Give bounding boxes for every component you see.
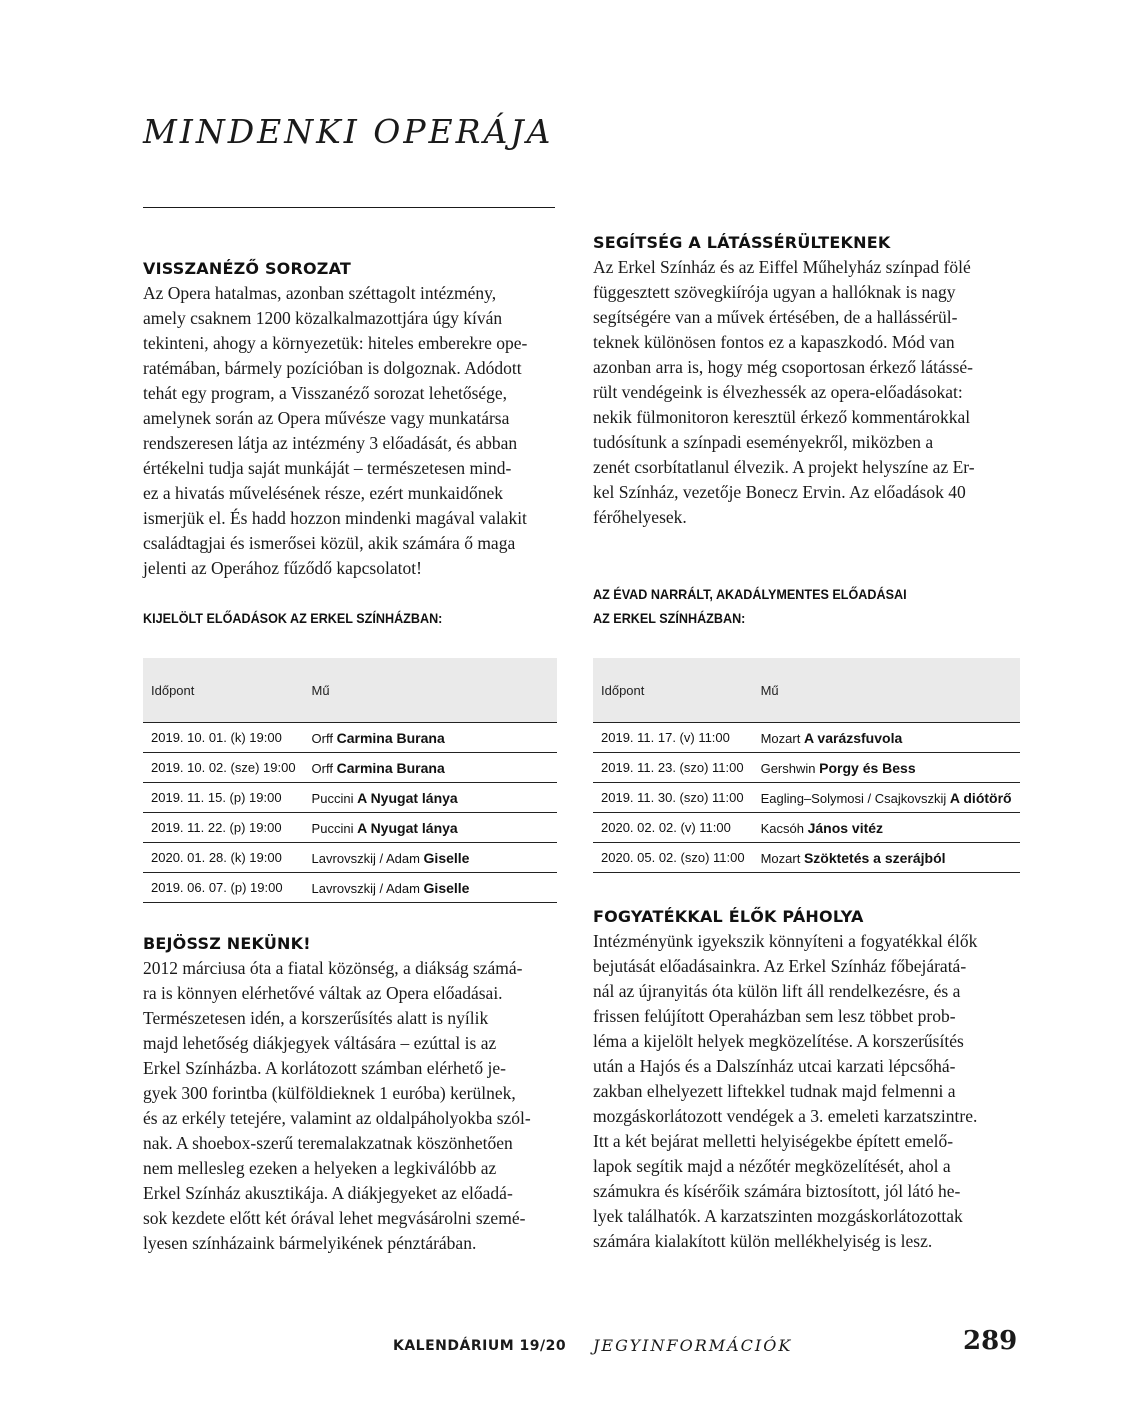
- cell-date: 2020. 05. 02. (szo) 11:00: [593, 843, 753, 873]
- cell-date: 2019. 10. 02. (sze) 19:00: [143, 753, 304, 783]
- text-line: számukra és kísérőik számára biztosított, jól látó he-: [593, 1181, 961, 1201]
- cell-date: 2019. 10. 01. (k) 19:00: [143, 723, 304, 753]
- cell-work: [304, 723, 557, 753]
- text-line: zenét csorbítatlanul élvezik. A projekt helyszíne az Er-: [593, 457, 975, 477]
- paragraph-fogyatekkal: [593, 929, 1007, 1254]
- left-column-bottom: [143, 932, 557, 1256]
- paragraph-latasserult: [593, 255, 1007, 530]
- work-title: Szöktetés a szerájból: [803, 849, 946, 866]
- text-line: családtagjai és ismerősei közül, akik számára ő maga: [143, 533, 516, 553]
- cell-date: 2019. 11. 17. (v) 11:00: [593, 723, 753, 753]
- text-line: és az erkély tetejére, valamint az oldalpáholyokba szól-: [143, 1108, 531, 1128]
- right-table-body: [593, 723, 1020, 873]
- heading-visszanezo: VISSZANÉZŐ SOROZAT: [143, 259, 352, 278]
- text-line: tekinteni, ahogy a környezetük: hiteles emberekre ope-: [143, 333, 528, 353]
- text-line: Az Opera hatalmas, azonban széttagolt intézmény,: [143, 283, 497, 303]
- heading-fogyatekkal: FOGYATÉKKAL ÉLŐK PÁHOLYA: [593, 907, 864, 926]
- left-table-wrapper: [143, 658, 557, 903]
- work-title: Giselle: [423, 879, 470, 896]
- cell-work: [304, 753, 557, 783]
- text-line: férőhelyesek.: [593, 507, 687, 527]
- text-line: frissen felújított Operaházban sem lesz többet prob-: [593, 1006, 956, 1026]
- composer-name: Lavrovszkij / Adam: [311, 880, 420, 896]
- cell-date: 2019. 11. 23. (szo) 11:00: [593, 753, 753, 783]
- text-line: amelynek során az Opera művésze vagy munkatársa: [143, 408, 510, 428]
- left-table-section: [143, 606, 557, 630]
- composer-name: Orff: [311, 730, 333, 746]
- right-table-title-line1: AZ ÉVAD NARRÁLT, AKADÁLYMENTES ELŐADÁSAI: [593, 586, 907, 602]
- composer-name: Kacsóh: [760, 820, 804, 836]
- work-title: János vitéz: [807, 819, 884, 836]
- text-line: számára kialakított külön mellékhelyiség is lesz.: [593, 1231, 933, 1251]
- text-line: 2012 márciusa óta a fiatal közönség, a diákság számá-: [143, 958, 523, 978]
- table-header-row: [593, 658, 1020, 723]
- text-line: sok kezdete előtt két órával lehet megvásárolni szemé-: [143, 1208, 526, 1228]
- left-column: [143, 257, 557, 581]
- title-divider: [143, 207, 555, 208]
- table-row: [143, 723, 557, 753]
- heading-latasserult: SEGÍTSÉG A LÁTÁSSÉRÜLTEKNEK: [593, 233, 891, 252]
- heading-bejossz: BEJÖSSZ NEKÜNK!: [143, 934, 311, 953]
- text-line: jelenti az Operához fűződő kapcsolatot!: [143, 558, 422, 578]
- header-date: Időpont: [143, 658, 304, 723]
- text-line: ratémában, bármely pozícióban is dolgoznak. Adódott: [143, 358, 522, 378]
- text-line: tudósítunk a színpadi eseményekről, miközben a: [593, 432, 934, 452]
- composer-name: Eagling–Solymosi / Csajkovszkij: [760, 790, 947, 806]
- text-line: lyesen színházaink bármelyikének pénztárában.: [143, 1233, 477, 1253]
- cell-date: 2019. 11. 22. (p) 19:00: [143, 813, 304, 843]
- right-table-wrapper: [593, 658, 1012, 873]
- composer-name: Lavrovszkij / Adam: [311, 850, 420, 866]
- text-line: Az Erkel Színház és az Eiffel Műhelyház színpad fölé: [593, 257, 971, 277]
- footer-section: JEGYINFORMÁCIÓK: [593, 1336, 793, 1355]
- text-line: ismerjük el. És hadd hozzon mindenki magával valakit: [143, 508, 527, 528]
- text-line: függesztett szövegkiírója ugyan a hallóknak is nagy: [593, 282, 956, 302]
- work-title: A Nyugat lánya: [357, 789, 458, 806]
- page-title: MINDENKI OPERÁJA: [143, 112, 554, 151]
- table-row: [593, 723, 1020, 753]
- cell-date: 2020. 01. 28. (k) 19:00: [143, 843, 304, 873]
- work-title: A Nyugat lánya: [357, 819, 458, 836]
- paragraph-bejossz: [143, 956, 557, 1256]
- header-work: Mű: [753, 658, 1020, 723]
- text-line: amely csaknem 1200 közalkalmazottjára úgy kíván: [143, 308, 503, 328]
- composer-name: Gershwin: [760, 760, 816, 776]
- table-row: [593, 753, 1020, 783]
- text-line: után a Hajós és a Dalszínház utcai karzati lépcsőhá-: [593, 1056, 956, 1076]
- left-performance-table: [143, 658, 557, 903]
- table-row: [143, 873, 557, 903]
- text-line: tehát egy program, a Visszanéző sorozat lehetősége,: [143, 383, 508, 403]
- cell-date: 2020. 02. 02. (v) 11:00: [593, 813, 753, 843]
- cell-work: [753, 843, 1020, 873]
- text-line: zakban elhelyezett liftekkel tudnak majd felmenni a: [593, 1081, 956, 1101]
- text-line: teknek különösen fontos ez a kapaszkodó. Mód van: [593, 332, 955, 352]
- composer-name: Mozart: [760, 730, 801, 746]
- text-line: lapok segítik majd a nézőtér megközelítését, ahol a: [593, 1156, 951, 1176]
- work-title: Carmina Burana: [336, 759, 445, 776]
- text-line: Erkel Színház akusztikája. A diákjegyeket az előadá-: [143, 1183, 513, 1203]
- text-line: nem mellesleg ezeken a helyeken a legkiválóbb az: [143, 1158, 497, 1178]
- text-line: nekik fülmonitoron keresztül érkező kommentárokkal: [593, 407, 971, 427]
- text-line: Intézményünk igyekszik könnyíteni a fogyatékkal élők: [593, 931, 978, 951]
- text-line: nak. A shoebox-szerű teremalakzatnak köszönhetően: [143, 1133, 513, 1153]
- header-work: Mű: [304, 658, 557, 723]
- table-row: [143, 843, 557, 873]
- text-line: gyek 300 forintba (külföldieknek 1 euróba) kerülnek,: [143, 1083, 516, 1103]
- text-line: Itt a két bejárat melletti helyiségekbe épített emelő-: [593, 1131, 954, 1151]
- cell-work: [753, 813, 1020, 843]
- right-performance-table: [593, 658, 1020, 873]
- text-line: bejutását előadásainkra. Az Erkel Színház főbejáratá-: [593, 956, 967, 976]
- text-line: kel Színház, vezetője Bonecz Ervin. Az előadások 40: [593, 482, 966, 502]
- right-column-bottom: [593, 905, 1007, 1254]
- composer-name: Puccini: [311, 820, 354, 836]
- cell-work: [304, 783, 557, 813]
- footer-publication: KALENDÁRIUM 19/20: [393, 1338, 567, 1354]
- text-line: azonban arra is, hogy még csoportosan érkező látássé-: [593, 357, 973, 377]
- text-line: segítségére van a művek értésében, de a hallássérül-: [593, 307, 958, 327]
- cell-date: 2019. 11. 15. (p) 19:00: [143, 783, 304, 813]
- left-table-body: [143, 723, 557, 903]
- cell-work: [304, 843, 557, 873]
- right-table-section: [593, 582, 1007, 630]
- page-number: 289: [963, 1326, 1018, 1356]
- text-line: Erkel Színházba. A korlátozott számban elérhető je-: [143, 1058, 506, 1078]
- work-title: Porgy és Bess: [819, 759, 916, 776]
- composer-name: Puccini: [311, 790, 354, 806]
- right-column: [593, 231, 1007, 530]
- table-row: [593, 783, 1020, 813]
- work-title: Carmina Burana: [336, 729, 445, 746]
- header-date: Időpont: [593, 658, 753, 723]
- work-title: A diótörő: [949, 789, 1012, 806]
- work-title: Giselle: [423, 849, 470, 866]
- table-row: [593, 813, 1020, 843]
- right-table-title-line2: AZ ERKEL SZÍNHÁZBAN:: [593, 610, 746, 626]
- cell-work: [753, 753, 1020, 783]
- text-line: rendszeresen látja az intézmény 3 előadását, és abban: [143, 433, 518, 453]
- table-row: [143, 783, 557, 813]
- composer-name: Mozart: [760, 850, 801, 866]
- cell-work: [304, 813, 557, 843]
- work-title: A varázsfuvola: [803, 729, 903, 746]
- cell-date: 2019. 06. 07. (p) 19:00: [143, 873, 304, 903]
- cell-work: [753, 723, 1020, 753]
- text-line: léma a kijelölt helyek megközelítése. A korszerűsítés: [593, 1031, 964, 1051]
- text-line: rült vendégeink is élvezhessék az opera-előadásokat:: [593, 382, 963, 402]
- paragraph-visszanezo: [143, 281, 557, 581]
- table-row: [143, 753, 557, 783]
- cell-date: 2019. 11. 30. (szo) 11:00: [593, 783, 753, 813]
- text-line: ez a hivatás művelésének része, ezért munkaidőnek: [143, 483, 504, 503]
- text-line: mozgáskorlátozott vendégek a 3. emeleti karzatszintre.: [593, 1106, 978, 1126]
- table-row: [593, 843, 1020, 873]
- text-line: lyek találhatók. A karzatszinten mozgáskorlátozottak: [593, 1206, 963, 1226]
- left-table-title: KIJELÖLT ELŐADÁSOK AZ ERKEL SZÍNHÁZBAN:: [143, 610, 443, 626]
- table-header-row: [143, 658, 557, 723]
- text-line: értékelni tudja saját munkáját – természetesen mind-: [143, 458, 512, 478]
- cell-work: [304, 873, 557, 903]
- composer-name: Orff: [311, 760, 333, 776]
- cell-work: [753, 783, 1020, 813]
- text-line: ra is könnyen elérhetővé váltak az Opera előadásai.: [143, 983, 503, 1003]
- text-line: nál az újranyitás óta külön lift áll rendelkezésre, és a: [593, 981, 961, 1001]
- text-line: Természetesen idén, a korszerűsítés alatt is nyílik: [143, 1008, 489, 1028]
- text-line: majd lehetőség diákjegyek váltására – ezúttal is az: [143, 1033, 497, 1053]
- table-row: [143, 813, 557, 843]
